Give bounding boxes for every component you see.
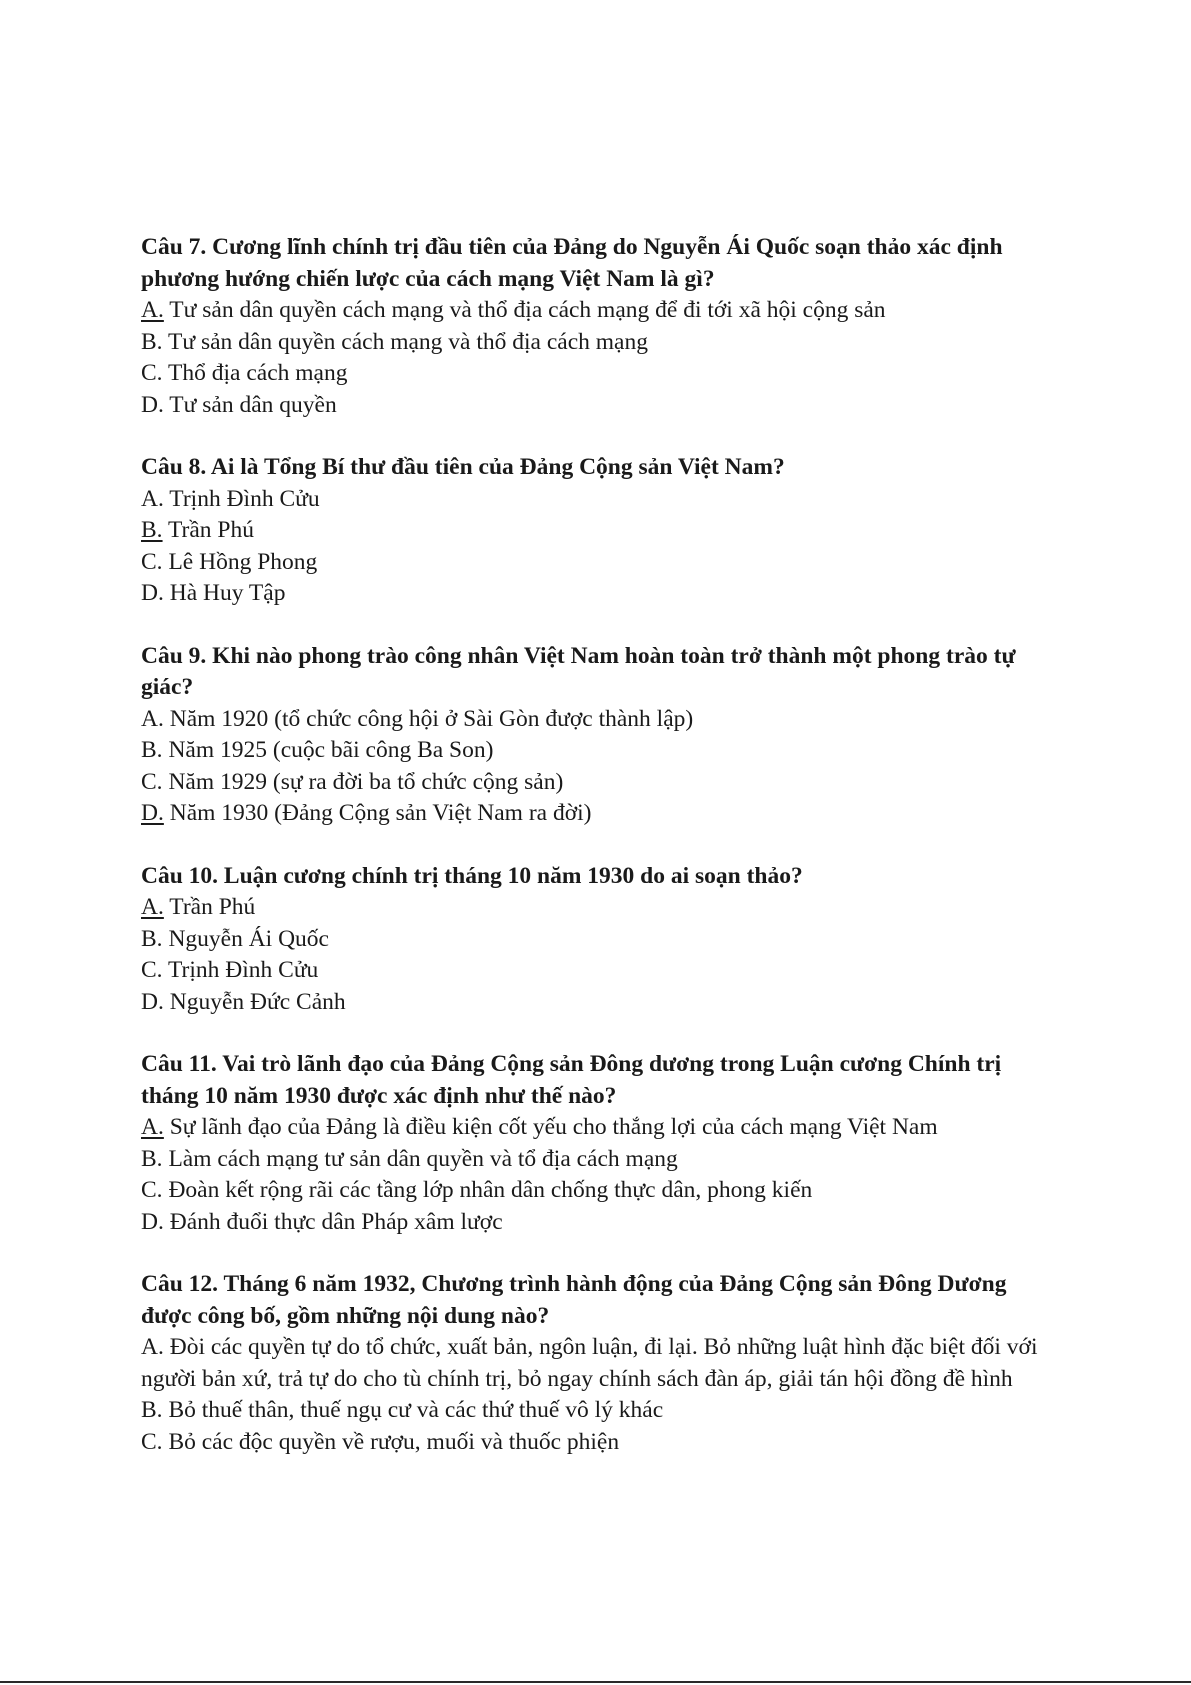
answer-text: Nguyễn Đức Cảnh — [163, 988, 346, 1015]
answer-text: Năm 1925 (cuộc bãi công Ba Son) — [162, 737, 494, 763]
answer-text: Trần Phú — [163, 894, 256, 920]
answer-letter: A. — [141, 485, 164, 512]
answer-option — [141, 955, 1061, 987]
document-page — [141, 232, 1061, 1489]
answer-text: Đoàn kết rộng rãi các tầng lớp nhân dân chống thực dân, phong kiến — [162, 1177, 813, 1203]
answer-letter: C. — [141, 360, 163, 386]
correct-answer-letter: A. — [141, 1114, 164, 1140]
answer-text: Năm 1920 (tổ chức công hội ở Sài Gòn được thành lập) — [163, 705, 694, 732]
answer-text: Hà Huy Tập — [163, 580, 286, 606]
answer-letter: B. — [141, 1397, 163, 1423]
question-block — [141, 1269, 1061, 1458]
answer-text: Trần Phú — [162, 517, 254, 543]
answer-option — [141, 798, 1061, 830]
answer-text: Trịnh Đình Cửu — [163, 485, 320, 512]
answer-letter: C. — [141, 1428, 163, 1455]
answer-letter: A. — [141, 1334, 164, 1360]
question-title: Câu 11. Vai trò lãnh đạo của Đảng Cộng sản Đông dương trong Luận cương Chính trị tháng 10 năm 1930 được xác định như thế nào? — [141, 1051, 1002, 1109]
answer-text: Năm 1929 (sự ra đời ba tổ chức cộng sản) — [162, 768, 564, 795]
answer-option — [141, 484, 1061, 516]
page-bottom-rule — [0, 1681, 1191, 1683]
correct-answer-letter: A. — [141, 894, 164, 920]
correct-answer-letter: B. — [141, 517, 163, 543]
correct-answer-letter: D. — [141, 800, 164, 826]
answer-option — [141, 735, 1061, 767]
answer-option — [141, 1395, 1061, 1427]
answer-letter: B. — [141, 1145, 163, 1172]
answer-letter: C. — [141, 957, 163, 983]
answer-text: Sự lãnh đạo của Đảng là điều kiện cốt yếu cho thắng lợi của cách mạng Việt Nam — [163, 1114, 938, 1140]
answer-text: Tư sản dân quyền cách mạng và thổ địa cách mạng — [162, 328, 648, 355]
answer-text: Trịnh Đình Cửu — [162, 957, 319, 983]
question-title: Câu 9. Khi nào phong trào công nhân Việt Nam hoàn toàn trở thành một phong trào tự giác? — [141, 642, 1016, 700]
answer-text: Đánh đuổi thực dân Pháp xâm lược — [163, 1208, 503, 1235]
answer-text: Đòi các quyền tự do tổ chức, xuất bản, ngôn luận, đi lại. Bỏ những luật hình đặc biệt đối với người bản xứ, trả tự do cho tù chính trị, bỏ ngay chính sách đàn áp, giải tán hội đồng đề hình — [141, 1334, 1038, 1392]
answer-option — [141, 1332, 1061, 1395]
answer-option — [141, 327, 1061, 359]
answer-option — [141, 390, 1061, 422]
answer-letter: B. — [141, 925, 163, 952]
question-block — [141, 861, 1061, 1019]
question-block — [141, 452, 1061, 610]
answer-text: Làm cách mạng tư sản dân quyền và tổ địa cách mạng — [162, 1145, 678, 1172]
answer-letter: C. — [141, 768, 163, 795]
answer-text: Năm 1930 (Đảng Cộng sản Việt Nam ra đời) — [163, 800, 592, 826]
question-block — [141, 1049, 1061, 1238]
answer-letter: D. — [141, 1208, 164, 1235]
answer-text: Lê Hồng Phong — [162, 548, 318, 575]
question-title: Câu 7. Cương lĩnh chính trị đầu tiên của Đảng do Nguyễn Ái Quốc soạn thảo xác định phương hướng chiến lược của cách mạng Việt Nam là gì? — [141, 234, 1003, 292]
answer-option — [141, 987, 1061, 1019]
answer-text: Bỏ thuế thân, thuế ngụ cư và các thứ thuế vô lý khác — [162, 1397, 664, 1423]
answer-letter: B. — [141, 328, 163, 355]
question-title: Câu 8. Ai là Tổng Bí thư đầu tiên của Đảng Cộng sản Việt Nam? — [141, 454, 785, 480]
answer-option — [141, 358, 1061, 390]
answer-option — [141, 767, 1061, 799]
answer-option — [141, 515, 1061, 547]
question-title: Câu 10. Luận cương chính trị tháng 10 năm 1930 do ai soạn thảo? — [141, 862, 803, 889]
answer-option — [141, 578, 1061, 610]
answer-letter: C. — [141, 548, 163, 575]
answer-letter: B. — [141, 737, 163, 763]
question-title: Câu 12. Tháng 6 năm 1932, Chương trình hành động của Đảng Cộng sản Đông Dương được công bố, gồm những nội dung nào? — [141, 1271, 1007, 1329]
answer-option — [141, 1175, 1061, 1207]
answer-letter: C. — [141, 1177, 163, 1203]
answer-option — [141, 1144, 1061, 1176]
answer-option — [141, 295, 1061, 327]
answer-text: Nguyễn Ái Quốc — [162, 925, 329, 952]
question-block — [141, 641, 1061, 830]
answer-option — [141, 547, 1061, 579]
answer-letter: D. — [141, 988, 164, 1015]
answer-letter: D. — [141, 391, 164, 418]
correct-answer-letter: A. — [141, 297, 164, 323]
answer-option — [141, 1207, 1061, 1239]
question-block — [141, 232, 1061, 421]
answer-letter: A. — [141, 705, 164, 732]
answer-option — [141, 704, 1061, 736]
answer-option — [141, 892, 1061, 924]
answer-option — [141, 924, 1061, 956]
answer-option — [141, 1427, 1061, 1459]
answer-text: Thổ địa cách mạng — [162, 360, 348, 386]
answer-option — [141, 1112, 1061, 1144]
answer-text: Tư sản dân quyền — [163, 391, 337, 418]
answer-text: Bỏ các độc quyền về rượu, muối và thuốc phiện — [162, 1428, 620, 1455]
answer-text: Tư sản dân quyền cách mạng và thổ địa cách mạng để đi tới xã hội cộng sản — [163, 297, 886, 323]
answer-letter: D. — [141, 580, 164, 606]
